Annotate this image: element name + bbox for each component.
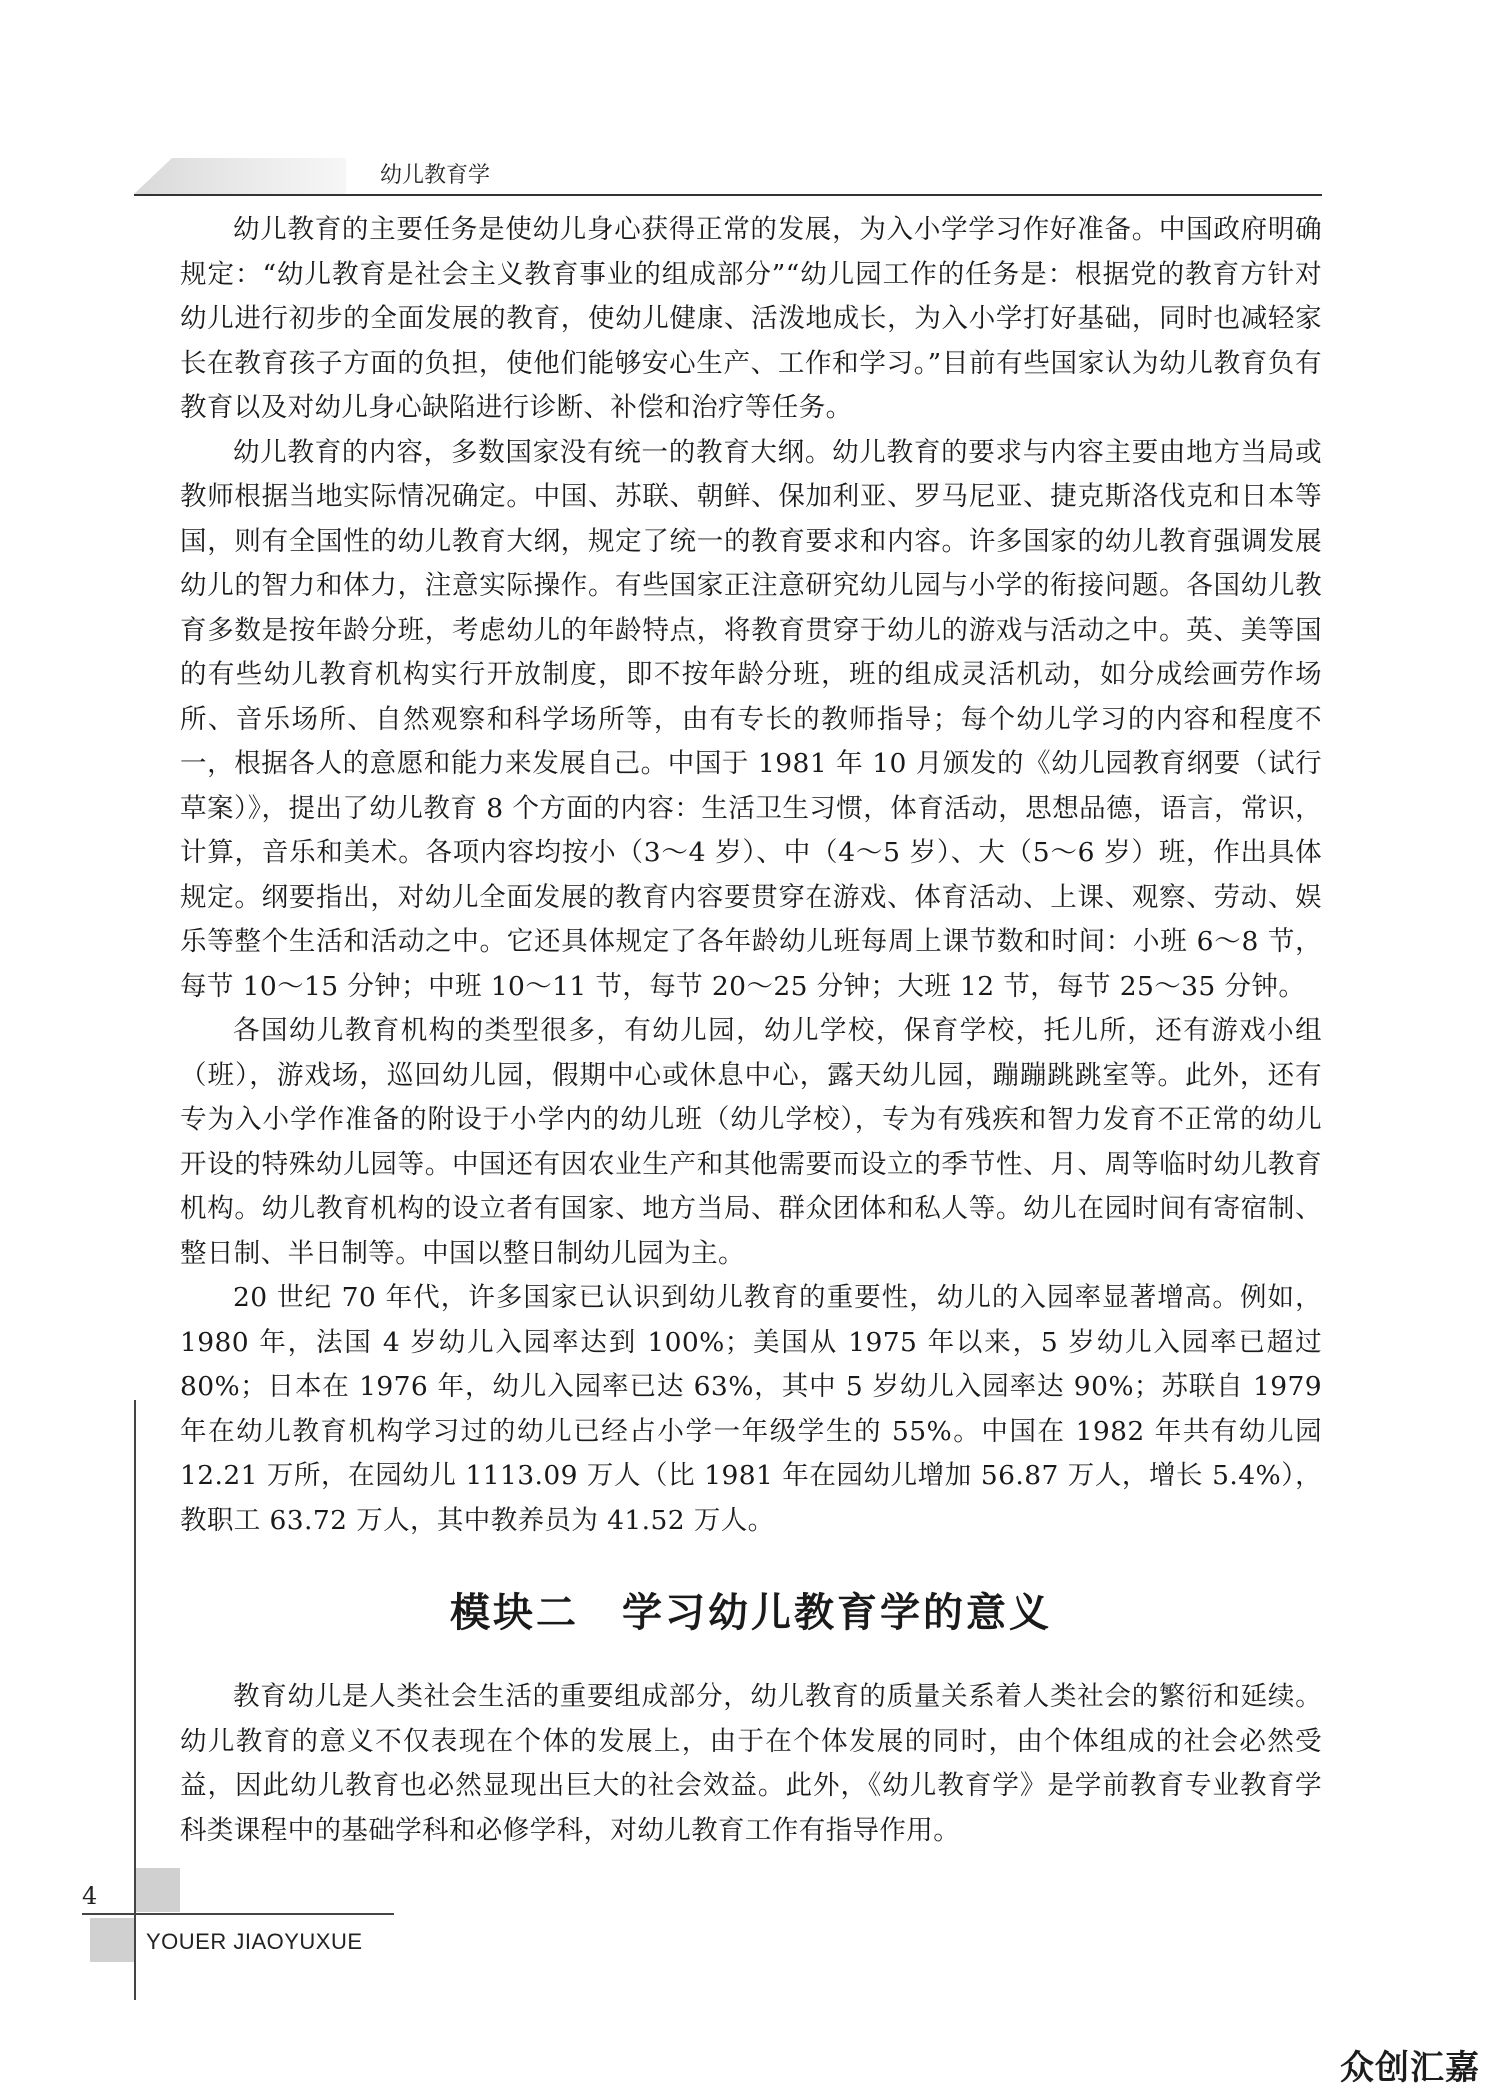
paragraph-institutions: 各国幼儿教育机构的类型很多，有幼儿园，幼儿学校，保育学校，托儿所，还有游戏小组（班），游戏场，巡回幼儿园，假期中心或休息中心，露天幼儿园，蹦蹦跳跳室等。此外，还有专为入小学作准备的附设于小学内的幼儿班（幼儿学校），专为有残疾和智力发育不正常的幼儿开设的特殊幼儿园等。中国还有因农业生产和其他需要而设立的季节性、月、周等临时幼儿教育机构。幼儿教育机构的设立者有国家、地方当局、群众团体和私人等。幼儿在园时间有寄宿制、整日制、半日制等。中国以整日制幼儿园为主。 [180,1015,1322,1269]
footer-rule [82,1913,394,1915]
header-rule [134,194,1322,196]
series-title: YOUER JIAOYUXUE [146,1929,363,1954]
footer-decoration-square [136,1868,180,1912]
watermark-logo: 众创汇嘉 [1340,2048,1480,2088]
page-body [180,208,1322,1853]
running-header-title: 幼儿教育学 [380,163,491,188]
header-decoration [134,158,346,194]
module-heading: 模块二 学习幼儿教育学的意义 [450,1590,1052,1636]
paragraph-content: 幼儿教育的内容，多数国家没有统一的教育大纲。幼儿教育的要求与内容主要由地方当局或教师根据当地实际情况确定。中国、苏联、朝鲜、保加利亚、罗马尼亚、捷克斯洛伐克和日本等国，则有全国性的幼儿教育大纲，规定了统一的教育要求和内容。许多国家的幼儿教育强调发展幼儿的智力和体力，注意实际操作。有些国家正注意研究幼儿园与小学的衔接问题。各国幼儿教育多数是按年龄分班，考虑幼儿的年龄特点，将教育贯穿于幼儿的游戏与活动之中。英、美等国的有些幼儿教育机构实行开放制度，即不按年龄分班，班的组成灵活机动，如分成绘画劳作场所、音乐场所、自然观察和科学场所等，由有专长的教师指导；每个幼儿学习的内容和程度不一，根据各人的意愿和能力来发展自己。中国于 1981 年 10 月颁发的《幼儿园教育纲要（试行草案）》，提出了幼儿教育 8 个方面的内容：生活卫生习惯，体育活动，思想品德，语言，常识，计算，音乐和美术。各项内容均按小（3～4 岁）、中（4～5 岁）、大（5～6 岁）班，作出具体规定。纲要指出，对幼儿全面发展的教育内容要贯穿在游戏、体育活动、上课、观察、劳动、娱乐等整个生活和活动之中。它还具体规定了各年龄幼儿班每周上课节数和时间：小班 6～8 节，每节 10～15 分钟；中班 10～11 节，每节 20～25 分钟；大班 12 节，每节 25～35 分钟。 [180,436,1322,1002]
page-number: 4 [82,1882,98,1910]
footer-decoration-square [90,1918,134,1962]
paragraph-tasks: 幼儿教育的主要任务是使幼儿身心获得正常的发展，为入小学学习作好准备。中国政府明确规定：“幼儿教育是社会主义教育事业的组成部分”“幼儿园工作的任务是：根据党的教育方针对幼儿进行初步的全面发展的教育，使幼儿健康、活泼地成长，为入小学打好基础，同时也减轻家长在教育孩子方面的负担，使他们能够安心生产、工作和学习。”目前有些国家认为幼儿教育负有教育以及对幼儿身心缺陷进行诊断、补偿和治疗等任务。 [180,214,1322,423]
paragraph-enrollment: 20 世纪 70 年代，许多国家已认识到幼儿教育的重要性，幼儿的入园率显著增高。例如，1980 年，法国 4 岁幼儿入园率达到 100%；美国从 1975 年以来，5 岁幼儿入园率已超过 80%；日本在 1976 年，幼儿入园率已达 63%，其中 5 岁幼儿入园率达 90%；苏联自 1979 年在幼儿教育机构学习过的幼儿已经占小学一年级学生的 55%。中国在 1982 年共有幼儿园 12.21 万所，在园幼儿 1113.09 万人（比 1981 年在园幼儿增加 56.87 万人，增长 5.4%），教职工 63.72 万人，其中教养员为 41.52 万人。 [180,1282,1322,1536]
paragraph-significance: 教育幼儿是人类社会生活的重要组成部分，幼儿教育的质量关系着人类社会的繁衍和延续。幼儿教育的意义不仅表现在个体的发展上，由于在个体发展的同时，由个体组成的社会必然受益，因此幼儿教育也必然显现出巨大的社会效益。此外，《幼儿教育学》是学前教育专业教育学科类课程中的基础学科和必修学科，对幼儿教育工作有指导作用。 [180,1681,1322,1846]
